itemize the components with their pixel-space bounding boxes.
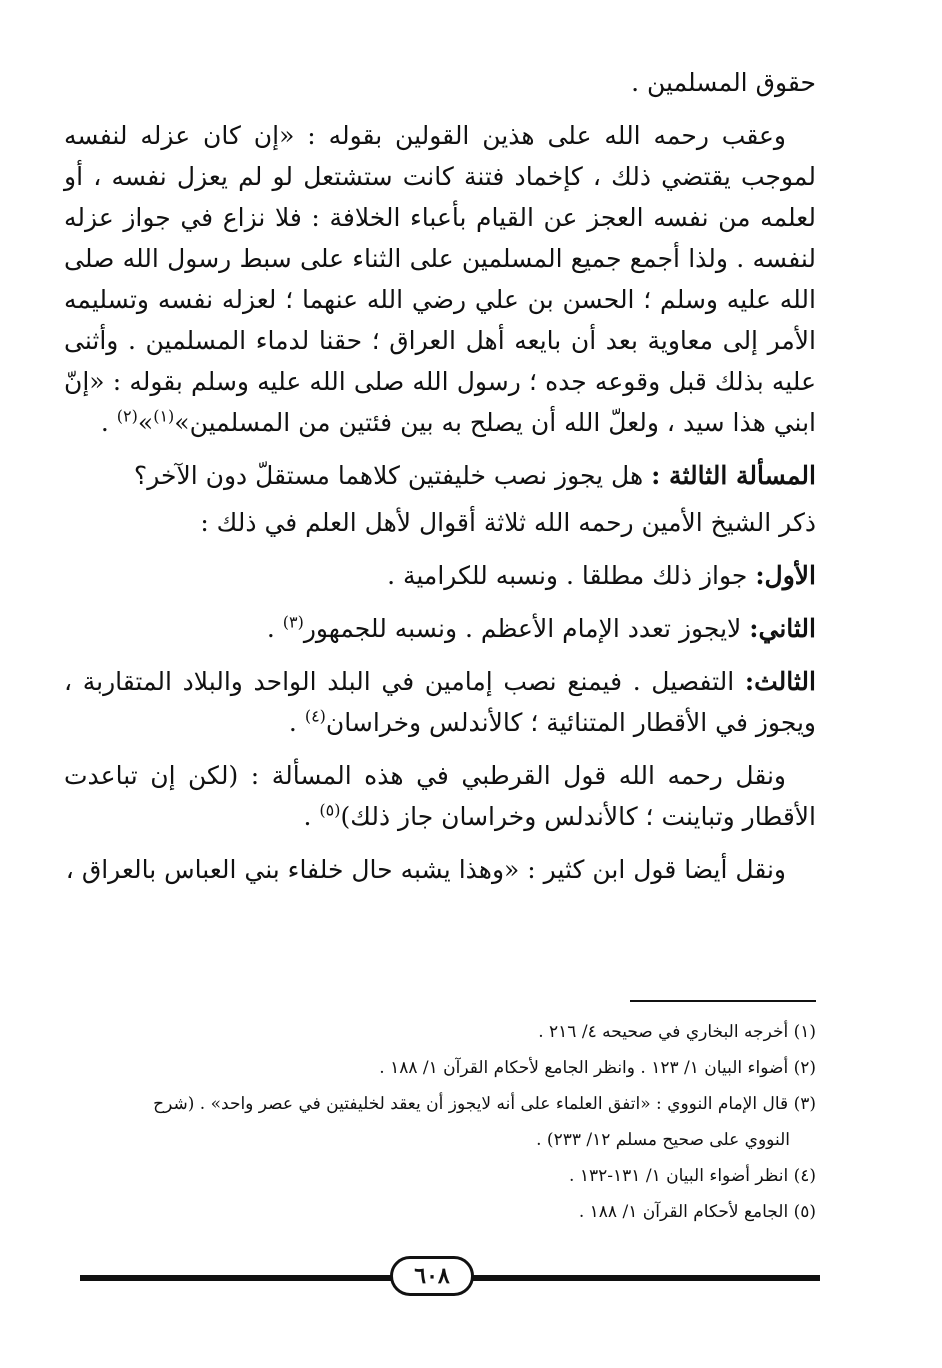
footnote-4: (٤) انظر أضواء البيان ١/ ١٣١-١٣٢ . [569,1166,816,1186]
footnote-ref-2[interactable]: (٢) [116,406,138,426]
opinion-second [64,608,816,649]
footnotes [80,1016,816,1232]
footnote-divider [630,1000,816,1002]
paragraph-2-end: . [100,408,117,437]
footnote-ref-5[interactable]: (٥) [319,800,341,820]
footnote-3-continuation: النووي على صحيح مسلم ١٢/ ٢٣٣) . [536,1130,790,1150]
footnote-5: (٥) الجامع لأحكام القرآن ١/ ١٨٨ . [578,1202,816,1222]
opinions-intro [64,502,816,543]
footnote-1: (١) أخرجه البخاري في صحيحه ٤/ ٢١٦ . [538,1022,816,1042]
issue-three-text: هل يجوز نصب خليفتين كلاهما مستقلّ دون الآخر؟ [133,461,652,490]
paragraph-1 [64,62,816,103]
opinion-second-label: الثاني: [749,614,816,643]
issue-three [64,455,816,496]
footnote-3: (٣) قال الإمام النووي : «اتفق العلماء على أنه لايجوز أن يعقد لخليفتين في عصر واحد» . (شرح [153,1094,816,1114]
main-text [64,62,816,890]
opinion-third-label: الثالث: [744,667,816,696]
opinion-first-text: جواز ذلك مطلقا . ونسبه للكرامية . [387,561,756,590]
opinion-first [64,555,816,596]
qurtubi-quote-text: ونقل رحمه الله قول القرطبي في هذه المسألة : (لكن إن تباعدت الأقطار وتباينت ؛ كالأندلس وخراسان جاز ذلك) [64,761,816,831]
opinion-third-text: التفصيل . فيمنع نصب إمامين في البلد الواحد والبلاد المتقاربة ، ويجوز في الأقطار المتنائية ؛ كالأندلس وخراسان [64,667,816,737]
footnote-2: (٢) أضواء البيان ١/ ١٢٣ . وانظر الجامع لأحكام القرآن ١/ ١٨٨ . [379,1058,816,1078]
ibn-kathir-quote-text: ونقل أيضا قول ابن كثير : «وهذا يشبه حال خلفاء بني العباس بالعراق ، [65,855,786,884]
page-number-badge [390,1256,474,1296]
opinion-third-end: . [288,708,305,737]
ibn-kathir-quote [64,849,816,890]
paragraph-2 [64,115,816,443]
page-footer-bar [80,1263,820,1289]
issue-three-heading: المسألة الثالثة : [651,461,816,490]
opinion-second-end: . [266,614,283,643]
footnote-ref-3[interactable]: (٣) [282,612,304,632]
paragraph-2-text: وعقب رحمه الله على هذين القولين بقوله : «إن كان عزله لنفسه لموجب يقتضي ذلك ، كإخماد فتنة كانت ستشتعل لو لم يعزل نفسه ، أو لعلمه من نفسه العجز عن القيام بأعباء الخلافة : فلا نزاع في جواز عزله لنفسه . ولذا أجمع جميع المسلمين على الثناء على سبط رسول الله صلى الله عليه وسلم ؛ الحسن بن علي رضي الله عنهما ؛ لعزله نفسه وتسليمه الأمر إلى معاوية بعد أن بايعه أهل العراق ؛ حقنا لدماء المسلمين . وأثنى عليه بذلك قبل وقوعه جده ؛ رسول الله صلى الله عليه وسلم بقوله : «إنّ ابني هذا سيد ، ولعلّ الله أن يصلح به بين فئتين من المسلمين» [64,121,816,437]
page-number: ٦٠٨ [414,1263,450,1289]
qurtubi-quote [64,755,816,837]
opinions-intro-text: ذكر الشيخ الأمين رحمه الله ثلاثة أقوال لأهل العلم في ذلك : [200,508,816,537]
qurtubi-quote-end: . [303,802,320,831]
opinion-second-text: لايجوز تعدد الإمام الأعظم . ونسبه للجمهور [303,614,750,643]
opinion-third [64,661,816,743]
quote-mark: » [137,408,154,437]
opinion-first-label: الأول: [755,561,816,590]
footnote-ref-4[interactable]: (٤) [304,706,326,726]
paragraph-1-text: حقوق المسلمين . [631,68,816,97]
footnote-ref-1[interactable]: (١) [153,406,175,426]
